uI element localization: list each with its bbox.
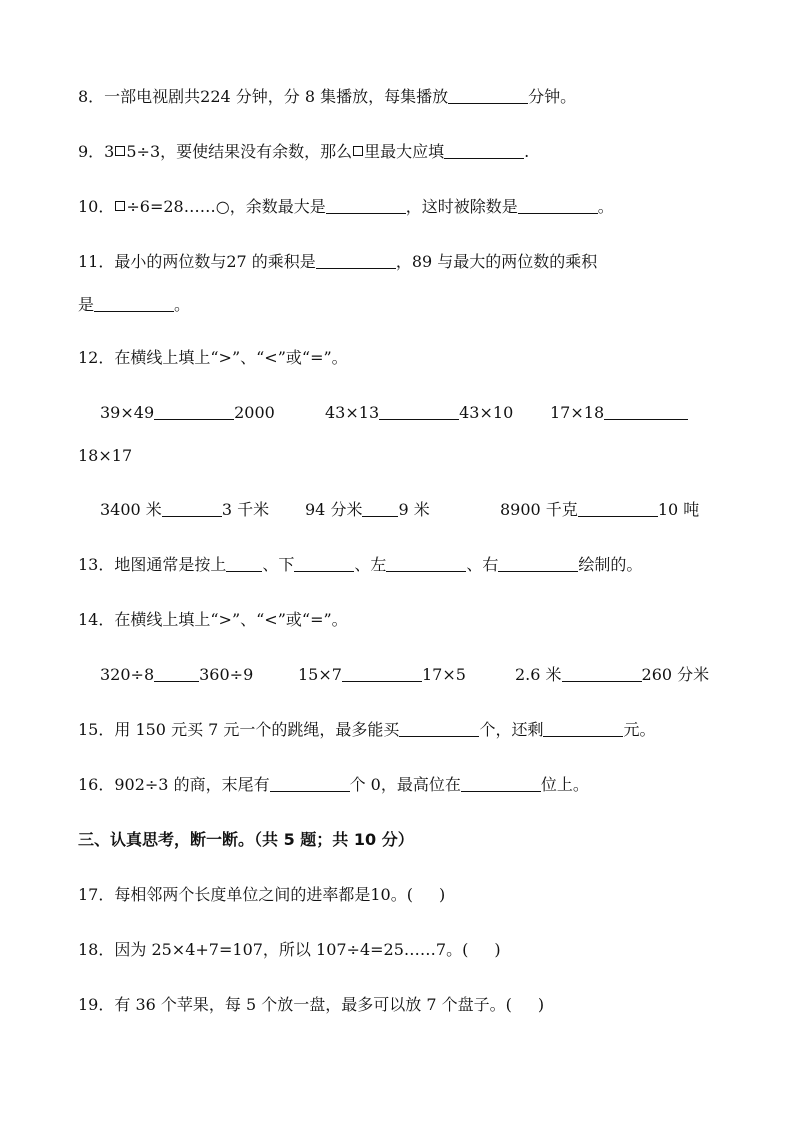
answer-blank[interactable] bbox=[154, 665, 199, 682]
compare-item-wrap bbox=[78, 445, 132, 467]
answer-blank[interactable] bbox=[444, 142, 524, 159]
question-16 bbox=[78, 774, 589, 796]
question-11 bbox=[78, 251, 597, 273]
paren-close: ) bbox=[494, 940, 501, 959]
q13-sep: 、右 bbox=[466, 555, 499, 574]
question-19 bbox=[78, 994, 544, 1016]
compare-left: 94 分米 bbox=[305, 500, 363, 519]
compare-left: 2.6 米 bbox=[515, 665, 562, 684]
answer-blank[interactable] bbox=[154, 403, 234, 420]
answer-blank[interactable] bbox=[94, 295, 174, 312]
compare-item bbox=[100, 402, 275, 424]
compare-right: 360÷9 bbox=[199, 665, 254, 684]
question-11-continued bbox=[78, 294, 190, 316]
compare-left: 17×18 bbox=[550, 403, 605, 422]
compare-item bbox=[515, 664, 709, 686]
q13-end: 绘制的。 bbox=[578, 555, 643, 574]
q13-sep: 、下 bbox=[262, 555, 295, 574]
q19-text: 19．有 36 个苹果，每 5 个放一盘，最多可以放 7 个盘子。( bbox=[78, 995, 512, 1014]
answer-blank[interactable] bbox=[543, 720, 623, 737]
answer-blank[interactable] bbox=[270, 775, 350, 792]
answer-blank[interactable] bbox=[379, 403, 459, 420]
section-title: 三、认真思考，断一断。 bbox=[78, 830, 255, 849]
compare-right: 18×17 bbox=[78, 446, 133, 465]
compare-item bbox=[298, 664, 466, 686]
answer-blank[interactable] bbox=[448, 87, 528, 104]
compare-left: 15×7 bbox=[298, 665, 342, 684]
answer-blank[interactable] bbox=[362, 500, 398, 517]
compare-left: 39×49 bbox=[100, 403, 155, 422]
compare-item bbox=[305, 499, 430, 521]
question-9 bbox=[78, 141, 529, 163]
compare-item bbox=[100, 499, 269, 521]
question-18 bbox=[78, 939, 501, 961]
answer-blank[interactable] bbox=[518, 197, 598, 214]
q9-text: 9．3 bbox=[78, 142, 115, 161]
compare-right: 9 米 bbox=[398, 500, 430, 519]
question-13 bbox=[78, 554, 642, 576]
q9-text-mid: 5÷3，要使结果没有余数，那么 bbox=[126, 142, 353, 161]
question-10 bbox=[78, 196, 614, 218]
compare-item bbox=[100, 664, 253, 686]
compare-item bbox=[550, 402, 688, 424]
paren-close: ) bbox=[537, 995, 545, 1014]
question-15 bbox=[78, 719, 655, 741]
compare-item bbox=[500, 499, 699, 521]
q9-text-mid2: 里最大应填 bbox=[364, 142, 445, 161]
q16-text-mid: 个 0，最高位在 bbox=[349, 775, 461, 794]
answer-blank[interactable] bbox=[461, 775, 541, 792]
q14-text: 14．在横线上填上“>”、“<”或“=”。 bbox=[78, 610, 348, 629]
q15-text: 15．用 150 元买 7 元一个的跳绳，最多能买 bbox=[78, 720, 400, 739]
q8-text: 8．一部电视剧共224 分钟，分 8 集播放，每集播放 bbox=[78, 87, 449, 106]
q8-unit: 分钟。 bbox=[528, 87, 577, 106]
compare-item bbox=[325, 402, 513, 424]
q15-text-mid: 个，还剩 bbox=[479, 720, 544, 739]
answer-blank[interactable] bbox=[326, 197, 406, 214]
answer-blank[interactable] bbox=[604, 403, 688, 420]
section-heading bbox=[78, 829, 414, 851]
q11-text: 11．最小的两位数与27 的乘积是 bbox=[78, 252, 316, 271]
answer-blank[interactable] bbox=[316, 252, 396, 269]
q15-end: 元。 bbox=[623, 720, 656, 739]
square-placeholder-icon bbox=[353, 146, 363, 156]
paren-close: ) bbox=[438, 885, 446, 904]
q10-text: ÷6=28……○，余数最大是 bbox=[126, 197, 326, 216]
compare-left: 8900 千克 bbox=[500, 500, 578, 519]
q17-text: 17．每相邻两个长度单位之间的进率都是10。( bbox=[78, 885, 413, 904]
q11-line2: 是 bbox=[78, 295, 95, 314]
compare-right: 17×5 bbox=[421, 665, 466, 684]
compare-left: 320÷8 bbox=[100, 665, 155, 684]
q11-text-mid: ，89 与最大的两位数的乘积 bbox=[395, 252, 598, 271]
q18-text: 18．因为 25×4+7=107，所以 107÷4=25……7。( bbox=[78, 940, 469, 959]
answer-blank[interactable] bbox=[498, 555, 578, 572]
q11-end: 。 bbox=[174, 295, 191, 314]
compare-right: 10 吨 bbox=[657, 500, 700, 519]
q12-text: 12．在横线上填上“>”、“<”或“=”。 bbox=[78, 348, 348, 367]
compare-left: 43×13 bbox=[325, 403, 380, 422]
question-14 bbox=[78, 609, 348, 631]
question-12 bbox=[78, 347, 348, 369]
compare-right: 2000 bbox=[234, 403, 275, 422]
question-17 bbox=[78, 884, 445, 906]
answer-blank[interactable] bbox=[342, 665, 422, 682]
answer-blank[interactable] bbox=[399, 720, 479, 737]
answer-blank[interactable] bbox=[562, 665, 642, 682]
q10-number: 10． bbox=[78, 197, 115, 216]
question-8 bbox=[78, 86, 576, 108]
answer-blank[interactable] bbox=[386, 555, 466, 572]
answer-blank[interactable] bbox=[226, 555, 262, 572]
section-info: （共 5 题；共 10 分） bbox=[254, 830, 414, 849]
compare-right: 3 千米 bbox=[221, 500, 270, 519]
compare-left: 3400 米 bbox=[100, 500, 162, 519]
q13-sep: 、左 bbox=[354, 555, 387, 574]
answer-blank[interactable] bbox=[294, 555, 354, 572]
square-placeholder-icon bbox=[115, 201, 125, 211]
q10-end: 。 bbox=[597, 197, 614, 216]
q9-end: . bbox=[524, 142, 530, 161]
square-placeholder-icon bbox=[115, 146, 125, 156]
answer-blank[interactable] bbox=[162, 500, 222, 517]
compare-right: 43×10 bbox=[459, 403, 514, 422]
q16-text: 16．902÷3 的商，末尾有 bbox=[78, 775, 270, 794]
q13-text: 13．地图通常是按上 bbox=[78, 555, 227, 574]
answer-blank[interactable] bbox=[578, 500, 658, 517]
q16-end: 位上。 bbox=[540, 775, 589, 794]
compare-right: 260 分米 bbox=[641, 665, 710, 684]
q10-text-mid: ，这时被除数是 bbox=[405, 197, 518, 216]
